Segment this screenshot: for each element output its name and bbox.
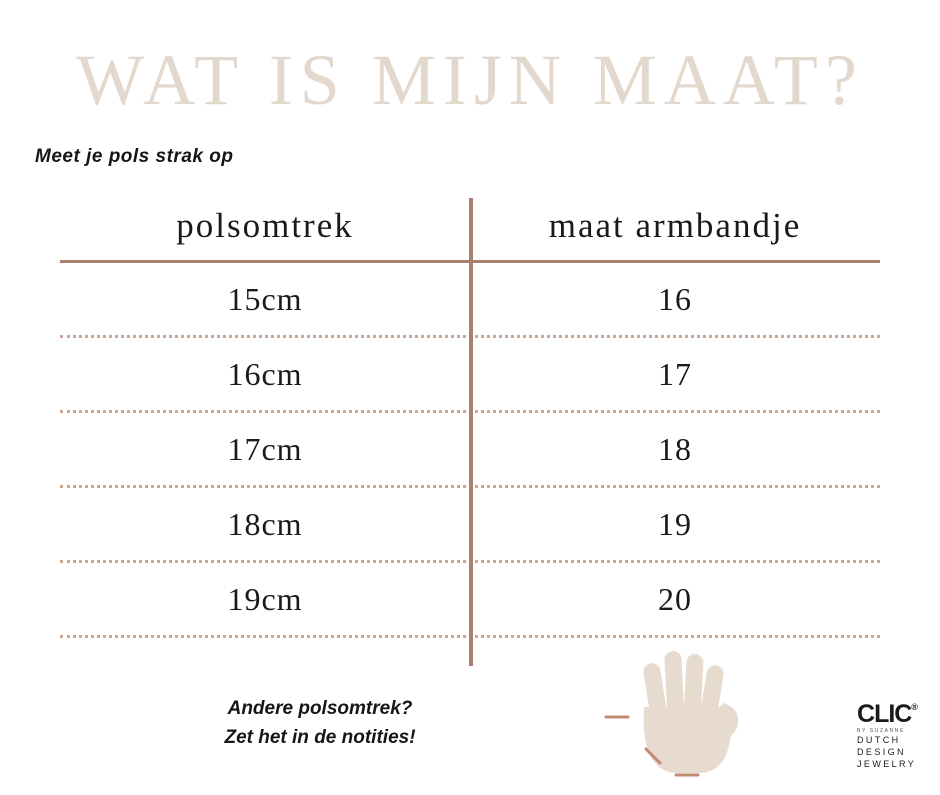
brand-logo: [857, 699, 918, 770]
footer-note-line-2: Zet het in de notities!: [224, 726, 416, 748]
cell-size: 19: [658, 505, 692, 542]
subheading: Meet je pols strak op: [35, 146, 234, 167]
footer-note-line-1: Andere polsomtrek?: [227, 698, 413, 719]
cell-size: 18: [658, 430, 692, 467]
footer-note: [60, 695, 580, 752]
logo-registered-mark: ®: [911, 701, 918, 712]
column-header-size: maat armbandje: [548, 206, 802, 245]
cell-size: 20: [658, 580, 692, 617]
cell-size: 17: [658, 355, 692, 392]
cell-wrist: 18cm: [227, 505, 303, 542]
logo-tagline: BY SUZANNE: [857, 727, 905, 734]
logo-line-dutch: DUTCH: [857, 734, 901, 745]
hand-measuring-icon: [600, 645, 770, 790]
column-header-wrist: polsomtrek: [176, 206, 354, 245]
cell-size: 16: [658, 280, 692, 317]
logo-line-jewelry: JEWELRY: [857, 758, 917, 769]
column-divider: [469, 198, 473, 666]
cell-wrist: 19cm: [227, 580, 303, 617]
cell-wrist: 16cm: [227, 355, 303, 392]
page-title: WAT IS MIJN MAAT?: [76, 40, 864, 120]
cell-wrist: 15cm: [227, 280, 303, 317]
cell-wrist: 17cm: [227, 430, 303, 467]
logo-name: CLIC: [857, 699, 912, 728]
logo-line-design: DESIGN: [857, 746, 906, 757]
logo-wordmark: [857, 699, 918, 728]
